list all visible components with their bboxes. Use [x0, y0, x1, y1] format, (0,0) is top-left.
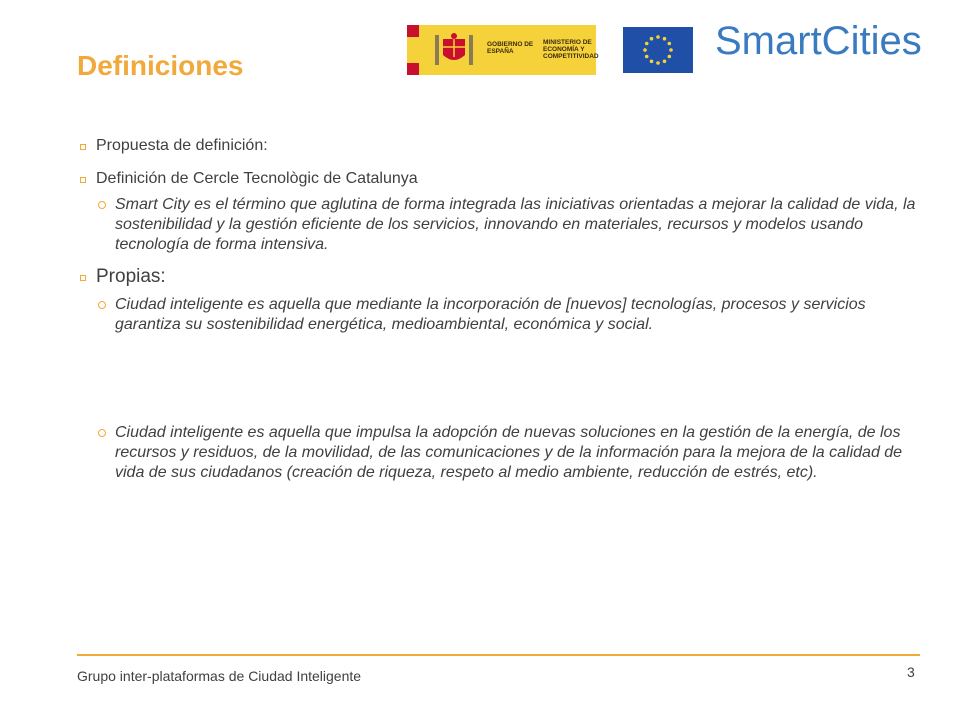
circle-bullet-icon	[98, 429, 106, 437]
circle-bullet-icon	[98, 301, 106, 309]
footer-divider	[77, 654, 920, 656]
ministerio-text: MINISTERIO DE ECONOMÍA Y COMPETITIVIDAD	[543, 39, 599, 60]
footer-text: Grupo inter-plataformas de Ciudad Inteligente	[77, 668, 362, 684]
sub-bullet-smart-city	[80, 195, 920, 255]
slide-title: Definiciones	[77, 50, 244, 81]
eu-flag-logo	[623, 27, 693, 73]
bullet-propuesta	[80, 136, 920, 156]
bullet-cercle	[80, 169, 920, 189]
smartcities-logo: SmartCities	[715, 19, 922, 63]
sub-bullet-text: Ciudad inteligente es aquella que mediante la incorporación de [nuevos] tecnologías, procesos y servicios garantiza su sostenibilidad energética, medioambiental, económica y social.	[115, 296, 866, 333]
square-bullet-icon	[80, 275, 86, 281]
bullet-text: Definición de Cercle Tecnològic de Catalunya	[96, 170, 418, 187]
gobierno-espana-logo	[407, 25, 599, 75]
bullet-text: Propias:	[96, 266, 166, 287]
sub-bullet-ciudad-1	[80, 295, 920, 335]
circle-bullet-icon	[98, 201, 106, 209]
bullet-propias	[80, 265, 920, 289]
gobierno-text: GOBIERNO DE ESPAÑA	[487, 41, 534, 55]
spain-flag-icon	[407, 25, 419, 75]
bullet-text: Propuesta de definición:	[96, 137, 268, 154]
page-number: 3	[907, 664, 915, 680]
square-bullet-icon	[80, 144, 86, 150]
slide-content	[80, 136, 920, 483]
sub-bullet-ciudad-2	[80, 423, 920, 483]
coat-of-arms-icon	[429, 31, 479, 69]
square-bullet-icon	[80, 177, 86, 183]
sub-bullet-text: Ciudad inteligente es aquella que impulsa la adopción de nuevas soluciones en la gestión de la energía, de los recursos y residuos, de la movilidad, de las comunicaciones y de la información para la mejora de la calidad de vida de sus ciudadanos (creación de riqueza, respeto al medio ambiente, reducción de estrés, etc).	[115, 424, 903, 481]
sub-bullet-text: Smart City es el término que aglutina de forma integrada las iniciativas orientadas a mejorar la calidad de vida, la sostenibilidad y la gestión eficiente de los servicios, innovando en materiales, recursos y modelos usando tecnología de forma intensiva.	[115, 196, 916, 253]
eu-stars-icon	[623, 27, 693, 73]
